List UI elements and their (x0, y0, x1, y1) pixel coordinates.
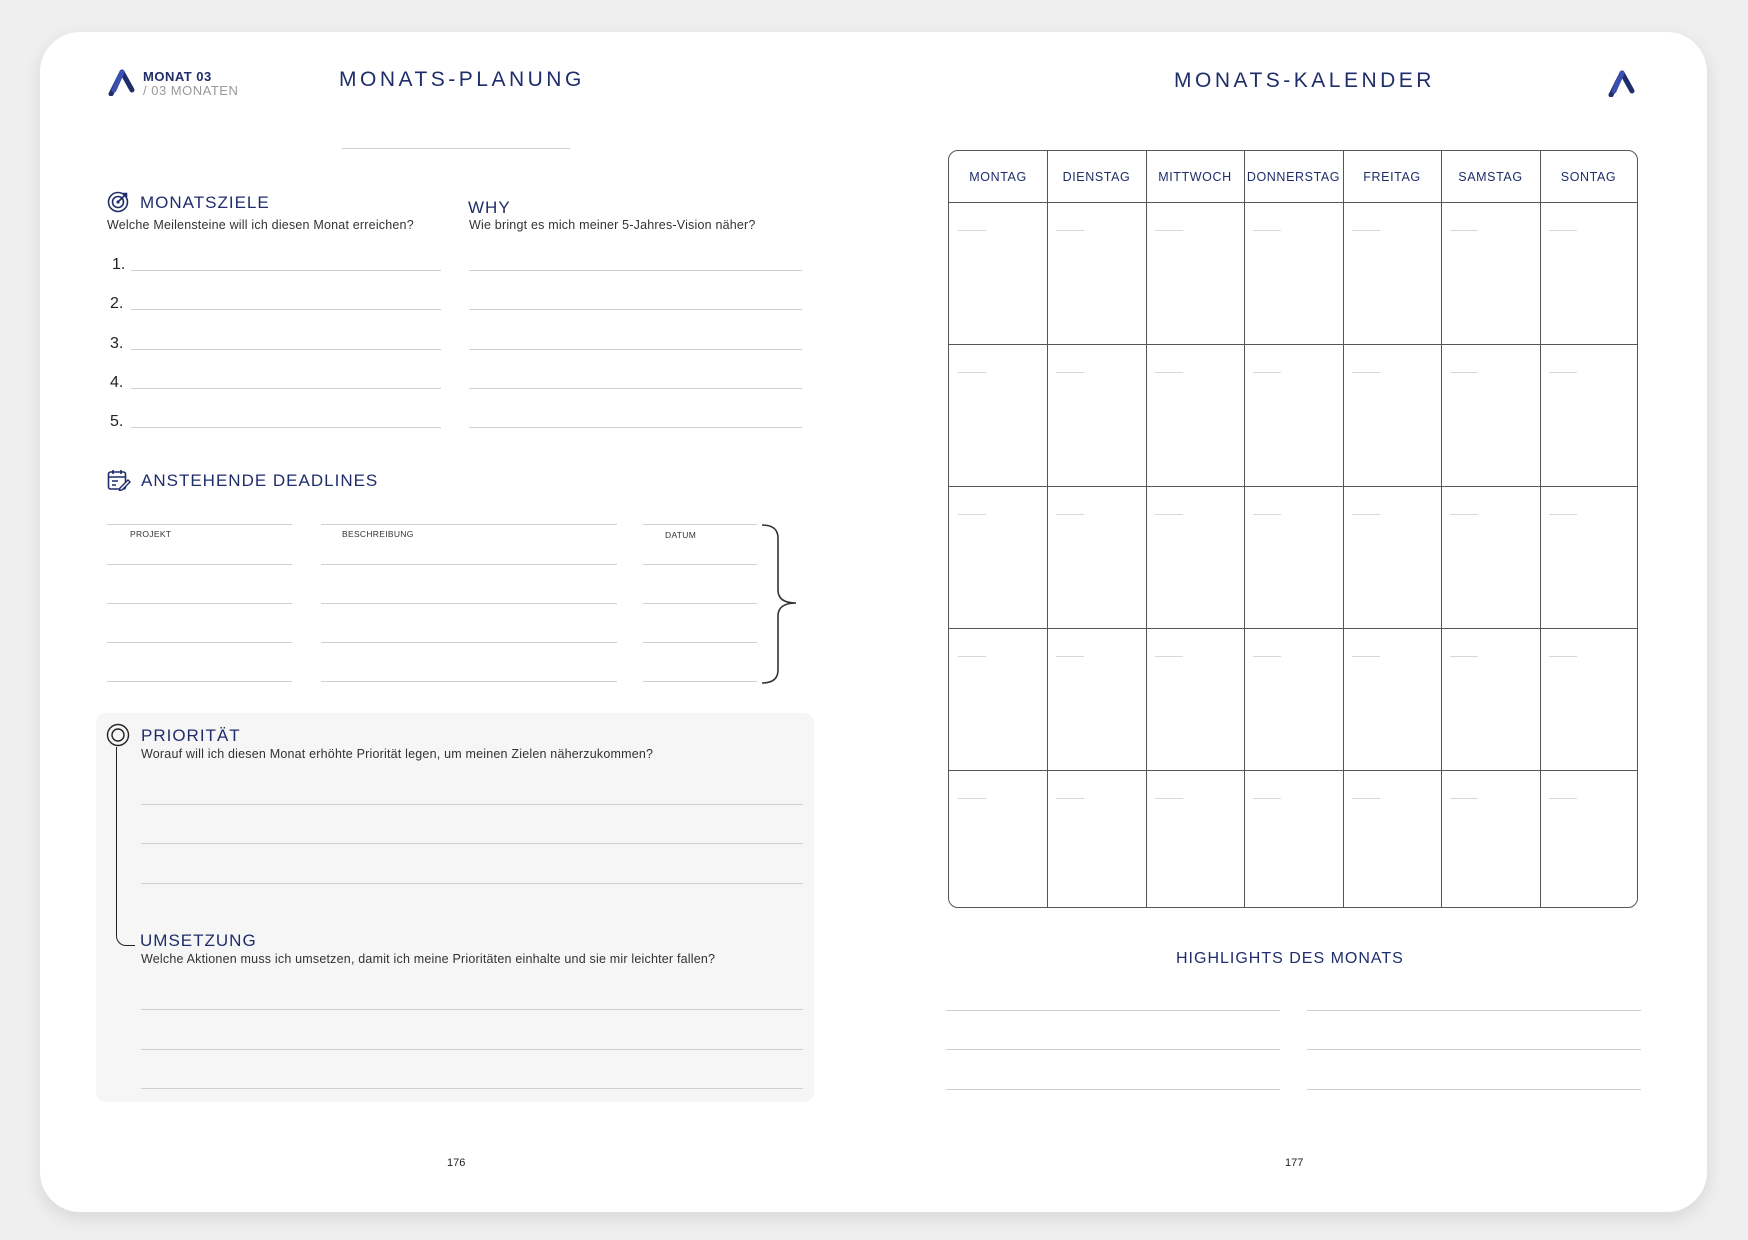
deadline-col-description: BESCHREIBUNG (342, 529, 414, 539)
deadline-description-line[interactable] (321, 642, 617, 643)
goal-line[interactable] (131, 349, 441, 350)
calendar-row-divider (949, 486, 1637, 487)
day-cell-date-mark[interactable] (1450, 372, 1478, 373)
weekday-monday: MONTAG (969, 169, 1027, 184)
why-line[interactable] (469, 309, 802, 310)
day-cell-date-mark[interactable] (1253, 656, 1281, 657)
why-subtitle: Wie bringt es mich meiner 5-Jahres-Vision näher? (469, 218, 756, 232)
calendar-row-divider (949, 770, 1637, 771)
deadline-project-line[interactable] (107, 603, 292, 604)
logo-icon (108, 68, 136, 96)
goals-title: MONATSZIELE (140, 193, 270, 212)
day-cell-date-mark[interactable] (1155, 798, 1183, 799)
calendar-column-divider (1441, 151, 1442, 907)
day-cell-date-mark[interactable] (1450, 514, 1478, 515)
day-cell-date-mark[interactable] (1253, 798, 1281, 799)
goals-subtitle: Welche Meilensteine will ich diesen Monat erreichen? (107, 218, 414, 232)
deadline-date-line[interactable] (643, 681, 757, 682)
implementation-line[interactable] (141, 1088, 803, 1089)
highlight-line[interactable] (1307, 1010, 1641, 1011)
calendar-column-divider (1244, 151, 1245, 907)
weekday-sunday: SONTAG (1560, 169, 1617, 184)
deadline-description-line[interactable] (321, 603, 617, 604)
weekday-saturday: SAMSTAG (1458, 169, 1523, 184)
priority-line[interactable] (141, 804, 803, 805)
day-cell-date-mark[interactable] (1549, 798, 1577, 799)
target-icon (107, 190, 130, 218)
implementation-line[interactable] (141, 1049, 803, 1050)
page-number-left: 176 (447, 1157, 466, 1169)
weekday-friday: FREITAG (1363, 169, 1421, 184)
day-cell-date-mark[interactable] (1056, 372, 1084, 373)
deadline-project-line[interactable] (107, 681, 292, 682)
day-cell-date-mark[interactable] (1155, 514, 1183, 515)
why-line[interactable] (469, 349, 802, 350)
day-cell-date-mark[interactable] (958, 372, 986, 373)
goal-number: 5. (110, 413, 124, 430)
highlights-title: HIGHLIGHTS DES MONATS (1176, 950, 1404, 967)
implementation-line[interactable] (141, 1009, 803, 1010)
deadline-rule (321, 524, 617, 525)
planner-spread (40, 32, 1707, 1212)
day-cell-date-mark[interactable] (1253, 372, 1281, 373)
priority-connector (116, 747, 135, 946)
day-cell-date-mark[interactable] (1253, 230, 1281, 231)
why-line[interactable] (469, 270, 802, 271)
calendar-column-divider (1343, 151, 1344, 907)
day-cell-date-mark[interactable] (1352, 514, 1380, 515)
highlight-line[interactable] (946, 1089, 1280, 1090)
why-title: WHY (468, 198, 511, 217)
calendar-edit-icon (107, 469, 131, 496)
page-title-right: MONATS-KALENDER (1174, 69, 1435, 92)
day-cell-date-mark[interactable] (1549, 372, 1577, 373)
day-cell-date-mark[interactable] (1155, 656, 1183, 657)
day-cell-date-mark[interactable] (1450, 798, 1478, 799)
priority-box (96, 713, 814, 1102)
weekday-tuesday: DIENSTAG (1062, 169, 1131, 184)
deadline-project-line[interactable] (107, 564, 292, 565)
day-cell-date-mark[interactable] (958, 798, 986, 799)
priority-title: PRIORITÄT (141, 726, 241, 745)
month-label: MONAT 03 (143, 69, 212, 84)
day-cell-date-mark[interactable] (1253, 514, 1281, 515)
implementation-title: UMSETZUNG (140, 931, 257, 950)
title-underline (342, 148, 570, 149)
implementation-subtitle: Welche Aktionen muss ich umsetzen, damit ich meine Prioritäten einhalte und sie mir leichter fallen? (141, 952, 716, 966)
highlight-line[interactable] (946, 1010, 1280, 1011)
deadline-col-project: PROJEKT (130, 529, 172, 539)
day-cell-date-mark[interactable] (1155, 372, 1183, 373)
priority-line[interactable] (141, 843, 803, 844)
page-number-right: 177 (1285, 1157, 1304, 1169)
goal-number: 1. (112, 256, 126, 273)
deadline-date-line[interactable] (643, 603, 757, 604)
day-cell-date-mark[interactable] (1450, 230, 1478, 231)
calendar-row-divider (949, 628, 1637, 629)
goal-number: 4. (110, 374, 124, 391)
why-line[interactable] (469, 427, 802, 428)
page-title-left: MONATS-PLANUNG (339, 68, 585, 91)
day-cell-date-mark[interactable] (1352, 798, 1380, 799)
day-cell-date-mark[interactable] (1056, 514, 1084, 515)
highlight-line[interactable] (946, 1049, 1280, 1050)
month-sub: / 03 MONATEN (143, 83, 239, 98)
day-cell-date-mark[interactable] (1549, 230, 1577, 231)
day-cell-date-mark[interactable] (1056, 656, 1084, 657)
calendar-header (949, 151, 1637, 203)
deadline-col-date: DATUM (665, 530, 697, 540)
day-cell-date-mark[interactable] (958, 230, 986, 231)
highlight-line[interactable] (1307, 1049, 1641, 1050)
goal-line[interactable] (131, 270, 441, 271)
day-cell-date-mark[interactable] (958, 656, 986, 657)
deadline-date-line[interactable] (643, 564, 757, 565)
deadline-project-line[interactable] (107, 642, 292, 643)
day-cell-date-mark[interactable] (1056, 230, 1084, 231)
brace-icon (760, 524, 800, 689)
month-calendar (948, 150, 1638, 908)
priority-line[interactable] (141, 883, 803, 884)
weekday-thursday: DONNERSTAG (1246, 169, 1341, 184)
highlight-line[interactable] (1307, 1089, 1641, 1090)
weekday-wednesday: MITTWOCH (1158, 169, 1232, 184)
day-cell-date-mark[interactable] (1352, 230, 1380, 231)
calendar-column-divider (1047, 151, 1048, 907)
goal-line[interactable] (131, 388, 441, 389)
deadline-rule (643, 524, 757, 525)
calendar-row-divider (949, 344, 1637, 345)
day-cell-date-mark[interactable] (1352, 656, 1380, 657)
deadlines-title: ANSTEHENDE DEADLINES (141, 471, 379, 490)
priority-subtitle: Worauf will ich diesen Monat erhöhte Priorität legen, um meinen Zielen näherzukommen? (141, 747, 654, 761)
day-cell-date-mark[interactable] (1056, 798, 1084, 799)
why-line[interactable] (469, 388, 802, 389)
deadline-description-line[interactable] (321, 564, 617, 565)
deadline-rule (107, 524, 292, 525)
day-cell-date-mark[interactable] (1549, 514, 1577, 515)
goal-number: 3. (110, 335, 124, 352)
goal-line[interactable] (131, 427, 441, 428)
deadline-date-line[interactable] (643, 642, 757, 643)
goal-line[interactable] (131, 309, 441, 310)
deadline-description-line[interactable] (321, 681, 617, 682)
day-cell-date-mark[interactable] (1155, 230, 1183, 231)
day-cell-date-mark[interactable] (1450, 656, 1478, 657)
goal-number: 2. (110, 295, 124, 312)
day-cell-date-mark[interactable] (1352, 372, 1380, 373)
day-cell-date-mark[interactable] (958, 514, 986, 515)
day-cell-date-mark[interactable] (1549, 656, 1577, 657)
logo-icon (1608, 69, 1636, 97)
calendar-column-divider (1146, 151, 1147, 907)
calendar-column-divider (1540, 151, 1541, 907)
